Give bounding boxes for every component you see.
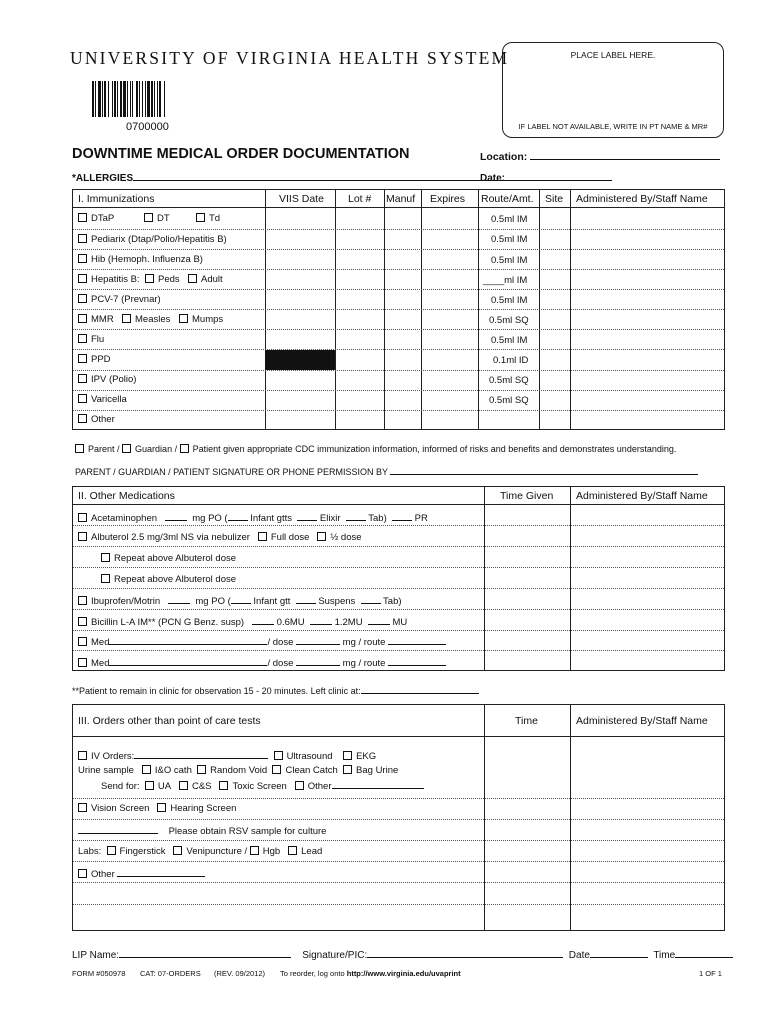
checkbox[interactable] xyxy=(101,574,110,583)
bicillin-row[interactable]: Bicillin L-A IM** (PCN G Benz. susp) 0.6MU 1.2MU MU xyxy=(78,615,407,628)
barcode-bar xyxy=(108,81,109,117)
label-note-text: IF LABEL NOT AVAILABLE, WRITE IN PT NAME & MR# xyxy=(518,122,708,131)
reorder-text: To reorder, log onto http://www.virginia.edu/uvaprint xyxy=(280,969,461,978)
orders-other-row[interactable]: Other xyxy=(78,867,205,880)
barcode-bar xyxy=(139,81,140,117)
pediarix-option[interactable]: Pediarix (Dtap/Polio/Hepatitis B) xyxy=(78,234,227,245)
hearing-checkbox[interactable] xyxy=(157,803,166,812)
barcode-bar xyxy=(147,81,150,117)
barcode-number: 0700000 xyxy=(126,121,169,133)
barcode-bar xyxy=(142,81,143,117)
ultrasound-checkbox[interactable] xyxy=(274,751,283,760)
observation-note[interactable]: **Patient to remain in clinic for observation 15 - 20 minutes. Left clinic at: xyxy=(72,684,479,696)
checkbox[interactable] xyxy=(78,213,87,222)
labs-row[interactable]: Labs: Fingerstick Venipuncture / Hgb Lead xyxy=(78,846,323,857)
barcode-bar xyxy=(112,81,113,117)
col-route: Route/Amt. xyxy=(481,193,534,205)
ipv-option[interactable]: IPV (Polio) xyxy=(78,374,136,385)
col-admin-meds: Administered By/Staff Name xyxy=(576,490,708,502)
checkbox[interactable] xyxy=(78,596,87,605)
signature-line[interactable] xyxy=(75,465,698,477)
vision-checkbox[interactable] xyxy=(78,803,87,812)
checkbox[interactable] xyxy=(78,532,87,541)
bag-urine-checkbox[interactable] xyxy=(343,765,352,774)
cs-checkbox[interactable] xyxy=(179,781,188,790)
checkbox[interactable] xyxy=(196,213,205,222)
checkbox[interactable] xyxy=(179,314,188,323)
barcode-bar xyxy=(95,81,96,117)
checkbox[interactable] xyxy=(78,314,87,323)
barcode-bar xyxy=(151,81,153,117)
checkbox[interactable] xyxy=(78,374,87,383)
rsv-row[interactable]: Please obtain RSV sample for culture xyxy=(78,824,326,837)
repeat-albuterol-1[interactable]: Repeat above Albuterol dose xyxy=(101,553,236,564)
med-row-2[interactable]: Med / dose mg / route xyxy=(78,656,446,669)
signature-label: PARENT / GUARDIAN / PATIENT SIGNATURE OR PHONE PERMISSION BY xyxy=(75,467,388,477)
col-immunizations: I. Immunizations xyxy=(78,193,155,205)
route-value: 0.5ml IM xyxy=(491,255,528,266)
checkbox[interactable] xyxy=(78,617,87,626)
route-value: 0.1ml ID xyxy=(493,355,529,366)
venipuncture-checkbox[interactable] xyxy=(173,846,182,855)
other-medications-table xyxy=(72,486,725,671)
barcode-bar xyxy=(123,81,126,117)
iv-checkbox[interactable] xyxy=(78,751,87,760)
other-immunization-option[interactable]: Other xyxy=(78,414,115,425)
repeat-albuterol-2[interactable]: Repeat above Albuterol dose xyxy=(101,574,236,585)
date-label: Date: xyxy=(480,173,506,184)
hepb-peds-option[interactable]: Peds xyxy=(145,274,180,285)
screening-row[interactable]: Vision Screen Hearing Screen xyxy=(78,803,236,814)
consent-statement[interactable]: Parent / Guardian / Patient given appropriate CDC immunization information, informed of risks and benefits and demonstrates understanding. xyxy=(75,444,676,454)
albuterol-row[interactable]: Albuterol 2.5 mg/3ml NS via nebulizer Full dose ½ dose xyxy=(78,532,362,543)
checkbox[interactable] xyxy=(78,414,87,423)
checkbox[interactable] xyxy=(78,658,87,667)
checkbox[interactable] xyxy=(78,354,87,363)
barcode-bar xyxy=(117,81,118,117)
route-value: 0.5ml SQ xyxy=(489,315,529,326)
send-for-row[interactable]: Send for: UA C&S Toxic Screen Other xyxy=(101,779,424,792)
barcode-bar xyxy=(127,81,128,117)
flu-option[interactable]: Flu xyxy=(78,334,104,345)
barcode-bar xyxy=(159,81,161,117)
barcode-bar xyxy=(102,81,103,117)
col-admin-orders: Administered By/Staff Name xyxy=(576,715,708,727)
checkbox[interactable] xyxy=(78,334,87,343)
varicella-option[interactable]: Varicella xyxy=(78,394,127,405)
checkbox[interactable] xyxy=(78,637,87,646)
barcode-bar xyxy=(130,81,131,117)
parent-checkbox[interactable] xyxy=(75,444,84,453)
full-dose-checkbox[interactable] xyxy=(258,532,267,541)
ppd-viis-blackout xyxy=(265,350,335,370)
checkbox[interactable] xyxy=(78,513,87,522)
page-number: 1 OF 1 xyxy=(699,969,722,978)
acetaminophen-row[interactable]: Acetaminophen mg PO ( Infant gtts Elixir Tab) PR xyxy=(78,511,428,524)
col-expires: Expires xyxy=(430,193,466,205)
org-name: UNIVERSITY OF VIRGINIA HEALTH SYSTEM xyxy=(70,48,510,68)
checkbox[interactable] xyxy=(101,553,110,562)
checkbox[interactable] xyxy=(78,869,87,878)
route-value: 0.5ml IM xyxy=(491,295,528,306)
dtap-option[interactable]: DTaP xyxy=(78,213,114,224)
io-cath-checkbox[interactable] xyxy=(142,765,151,774)
immunizations-table xyxy=(72,189,725,430)
fingerstick-checkbox[interactable] xyxy=(107,846,116,855)
col-site: Site xyxy=(545,193,564,205)
med-row-1[interactable]: Med / dose mg / route xyxy=(78,635,446,648)
route-value: 0.5ml IM xyxy=(491,335,528,346)
label-place-text: PLACE LABEL HERE. xyxy=(570,50,656,60)
hib-option[interactable]: Hib (Hemoph. Influenza B) xyxy=(78,254,203,265)
random-void-checkbox[interactable] xyxy=(197,765,206,774)
col-orders: III. Orders other than point of care tests xyxy=(78,715,261,727)
barcode-bar xyxy=(132,81,133,117)
col-time: Time xyxy=(515,715,538,727)
lip-name-label: LIP Name: xyxy=(72,950,120,961)
mmr-option[interactable]: MMR xyxy=(78,314,114,325)
route-value: 0.5ml SQ xyxy=(489,375,529,386)
patient-checkbox[interactable] xyxy=(180,444,189,453)
col-lot: Lot # xyxy=(348,193,372,205)
barcode-bar xyxy=(157,81,158,117)
col-time-given: Time Given xyxy=(500,490,554,502)
checkbox[interactable] xyxy=(78,394,87,403)
checkbox[interactable] xyxy=(188,274,197,283)
checkbox[interactable] xyxy=(78,254,87,263)
patient-label-box[interactable] xyxy=(502,42,724,138)
date-field[interactable] xyxy=(480,171,612,184)
reorder-link[interactable]: http://www.virginia.edu/uvaprint xyxy=(346,969,461,978)
footer-time-label: Time xyxy=(653,950,676,961)
checkbox[interactable] xyxy=(78,234,87,243)
barcode-bar xyxy=(120,81,122,117)
checkbox[interactable] xyxy=(145,274,154,283)
lead-checkbox[interactable] xyxy=(288,846,297,855)
ppd-option[interactable]: PPD xyxy=(78,354,111,365)
hepb-adult-option[interactable]: Adult xyxy=(188,274,223,285)
measles-option[interactable]: Measles xyxy=(122,314,170,325)
form-revision: (REV. 09/2012) xyxy=(214,969,266,978)
checkbox[interactable] xyxy=(144,213,153,222)
hepb-option[interactable]: Hepatitis B: xyxy=(78,274,140,285)
barcode-bar xyxy=(92,81,94,117)
guardian-checkbox[interactable] xyxy=(122,444,131,453)
signature-pic-label: Signature/PIC: xyxy=(302,950,368,961)
ibuprofen-row[interactable]: Ibuprofen/Motrin mg PO ( Infant gtt Suspens Tab) xyxy=(78,594,402,607)
location-field[interactable] xyxy=(480,150,720,163)
orders-table xyxy=(72,704,725,931)
clean-catch-checkbox[interactable] xyxy=(272,765,281,774)
route-value: 0.5ml IM xyxy=(491,234,528,245)
iv-orders-row[interactable]: IV Orders: Ultrasound EKG xyxy=(78,749,376,762)
form-category: CAT: 07-ORDERS xyxy=(140,969,201,978)
barcode-bar xyxy=(98,81,101,117)
checkbox[interactable] xyxy=(78,294,87,303)
pcv7-option[interactable]: PCV-7 (Prevnar) xyxy=(78,294,161,305)
checkbox[interactable] xyxy=(122,314,131,323)
half-dose-checkbox[interactable] xyxy=(317,532,326,541)
ekg-checkbox[interactable] xyxy=(343,751,352,760)
location-label: Location: xyxy=(480,151,528,163)
barcode-bar xyxy=(104,81,106,117)
barcode-bar xyxy=(136,81,138,117)
footer-signature-line[interactable] xyxy=(72,948,733,961)
col-admin: Administered By/Staff Name xyxy=(576,193,708,205)
document-title: DOWNTIME MEDICAL ORDER DOCUMENTATION xyxy=(72,146,410,162)
col-other-meds: II. Other Medications xyxy=(78,490,175,502)
barcode-bar xyxy=(164,81,165,117)
dt-option[interactable]: DT xyxy=(144,213,170,224)
route-value: ____ml IM xyxy=(483,275,528,286)
ua-checkbox[interactable] xyxy=(145,781,154,790)
barcode-bar xyxy=(114,81,116,117)
hgb-checkbox[interactable] xyxy=(250,846,259,855)
urine-sample-row[interactable]: Urine sample I&O cath Random Void Clean Catch Bag Urine xyxy=(78,765,399,776)
barcode-bar xyxy=(154,81,155,117)
allergies-label: *ALLERGIES xyxy=(72,173,134,184)
col-viis-date: VIIS Date xyxy=(279,193,324,205)
allergies-field[interactable] xyxy=(72,171,525,184)
other-send-checkbox[interactable] xyxy=(295,781,304,790)
barcode-bar xyxy=(145,81,146,117)
td-option[interactable]: Td xyxy=(196,213,220,224)
checkbox[interactable] xyxy=(78,274,87,283)
toxic-screen-checkbox[interactable] xyxy=(219,781,228,790)
route-value: 0.5ml IM xyxy=(491,214,528,225)
form-number: FORM #050978 xyxy=(72,969,126,978)
barcode xyxy=(92,81,204,117)
mumps-option[interactable]: Mumps xyxy=(179,314,223,325)
route-value: 0.5ml SQ xyxy=(489,395,529,406)
col-manuf: Manuf xyxy=(386,193,416,205)
footer-date-label: Date xyxy=(568,950,590,961)
